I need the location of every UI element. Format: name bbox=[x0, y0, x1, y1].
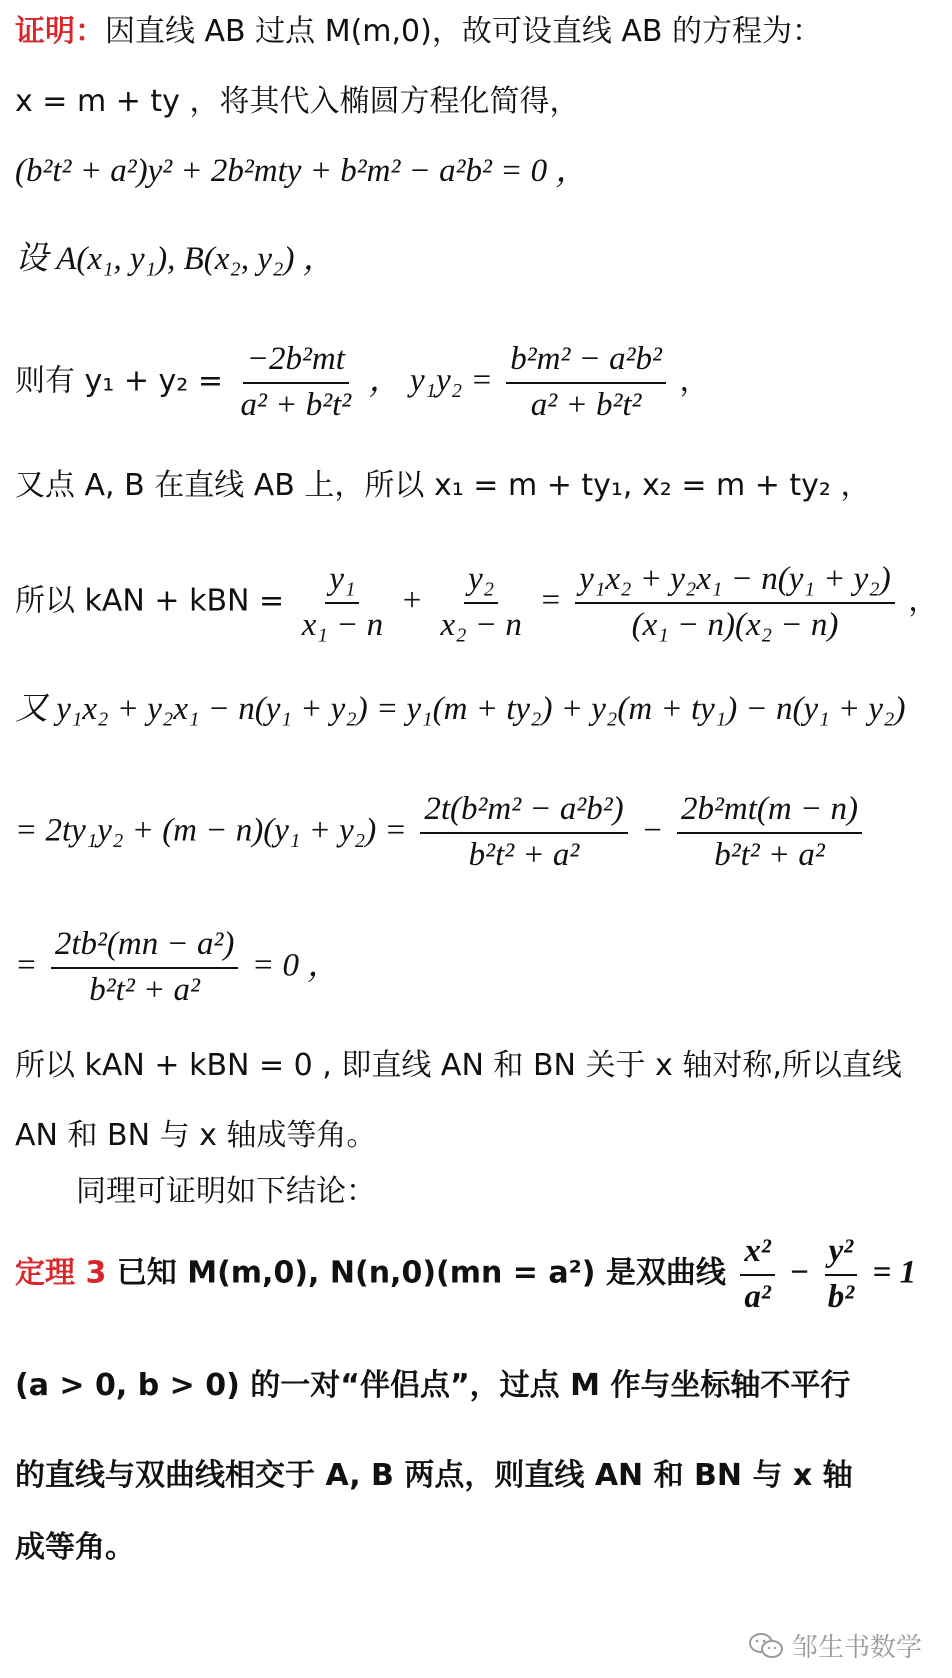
proof-line-1 bbox=[15, 14, 822, 50]
hyperbola-y-denominator: b² bbox=[827, 1278, 855, 1315]
vieta-product-denominator: a² + b²t² bbox=[530, 386, 642, 423]
expansion-fraction-2 bbox=[677, 790, 862, 875]
theorem-text-4: 成等角。 bbox=[15, 1530, 135, 1565]
line-substitution: x = m + ty ，将其代入椭圆方程化简得， bbox=[15, 84, 580, 119]
numerator-expansion: 又 y₁x₂ + y₂x₁ − n(y₁ + y₂) = y₁(m + ty₂) + y₂(m + ty₁) − n(y₁ + y₂) bbox=[15, 691, 906, 727]
theorem-line-2 bbox=[15, 1368, 850, 1404]
watermark-text: 邹生书数学 bbox=[791, 1633, 922, 1663]
quadratic-equation: (b²t² + a²)y² + 2b²mty + b²m² − a²b² = 0 ， bbox=[15, 153, 589, 189]
proof-label: 证明： bbox=[15, 14, 105, 49]
plus-sign: + bbox=[400, 582, 423, 619]
similarly-proven: 同理可证明如下结论： bbox=[76, 1174, 376, 1209]
slope-sum-end: ， bbox=[908, 583, 939, 619]
result-fraction bbox=[51, 925, 239, 1010]
result-end: = 0 ， bbox=[251, 947, 341, 984]
hyperbola-term-y bbox=[824, 1232, 858, 1317]
proof-line-6 bbox=[15, 468, 871, 504]
proof-line-7 bbox=[15, 560, 938, 645]
points-definition: 设 A(x₁, y₁), B(x₂, y₂) ， bbox=[15, 241, 336, 277]
proof-line-11 bbox=[15, 1048, 902, 1084]
hyperbola-minus: − bbox=[789, 1254, 810, 1291]
wechat-icon bbox=[748, 1632, 784, 1660]
hyperbola-y-numerator: y² bbox=[825, 1232, 858, 1276]
slope-fraction-2 bbox=[436, 560, 525, 645]
minus-sign: − bbox=[641, 812, 664, 849]
expansion-2-numerator: 2b²mt(m − n) bbox=[677, 790, 862, 834]
combined-numerator: y₁x₂ + y₂x₁ − n(y₁ + y₂) bbox=[575, 560, 895, 604]
expansion-prefix: = 2ty₁y₂ + (m − n)(y₁ + y₂) = bbox=[15, 812, 407, 849]
theorem-prefix: 已知 M(m,0), N(n,0)(mn = a²) 是双曲线 bbox=[116, 1255, 726, 1291]
slope-2-denominator: x₂ − n bbox=[440, 606, 522, 643]
hyperbola-x-numerator: x² bbox=[740, 1232, 774, 1276]
result-prefix: = bbox=[15, 947, 38, 984]
slope-2-numerator: y₂ bbox=[464, 560, 498, 604]
expansion-fraction-1 bbox=[420, 790, 627, 875]
points-on-line: 又点 A, B 在直线 AB 上，所以 x₁ = m + ty₁, x₂ = m + ty₂ ， bbox=[15, 468, 871, 503]
expansion-2-denominator: b²t² + a² bbox=[714, 836, 825, 873]
vieta-product-fraction bbox=[506, 340, 666, 425]
expansion-1-denominator: b²t² + a² bbox=[468, 836, 580, 873]
vieta-sum-numerator: −2b²mt bbox=[243, 340, 349, 384]
vieta-prefix: 则有 y₁ + y₂ = bbox=[15, 363, 223, 399]
slope-1-denominator: x₁ − n bbox=[301, 606, 384, 643]
watermark bbox=[748, 1627, 922, 1664]
conclusion-1: 所以 kAN + kBN = 0 , 即直线 AN 和 BN 关于 x 轴对称,所以直线 bbox=[15, 1048, 902, 1083]
theorem-line-4 bbox=[15, 1530, 135, 1566]
proof-line-3 bbox=[15, 152, 588, 192]
proof-line-8 bbox=[15, 690, 906, 730]
result-denominator: b²t² + a² bbox=[89, 971, 200, 1008]
slope-1-numerator: y₁ bbox=[325, 560, 359, 604]
proof-line-4 bbox=[15, 240, 336, 280]
equals-sign: = bbox=[539, 582, 562, 619]
proof-line-10 bbox=[15, 925, 340, 1010]
combined-fraction bbox=[575, 560, 895, 645]
proof-text-1: 因直线 AB 过点 M(m,0)，故可设直线 AB 的方程为： bbox=[105, 14, 823, 49]
proof-line-5 bbox=[15, 340, 710, 425]
combined-denominator: (x₁ − n)(x₂ − n) bbox=[631, 606, 839, 643]
proof-line-13 bbox=[76, 1174, 376, 1210]
result-numerator: 2tb²(mn − a²) bbox=[51, 925, 239, 969]
theorem-line-1 bbox=[15, 1232, 916, 1317]
vieta-sum-denominator: a² + b²t² bbox=[240, 386, 352, 423]
vieta-product-prefix: ， y₁y₂ = bbox=[368, 362, 493, 399]
theorem-label: 定理 3 bbox=[15, 1255, 107, 1291]
expansion-1-numerator: 2t(b²m² − a²b²) bbox=[420, 790, 627, 834]
proof-line-12 bbox=[15, 1118, 376, 1154]
theorem-text-2: (a > 0, b > 0) 的一对“伴侣点”，过点 M 作与坐标轴不平行 bbox=[15, 1368, 851, 1403]
vieta-product-numerator: b²m² − a²b² bbox=[506, 340, 666, 384]
theorem-line-3 bbox=[15, 1458, 853, 1494]
slope-fraction-1 bbox=[298, 560, 387, 645]
hyperbola-term-x bbox=[740, 1232, 774, 1317]
vieta-sum-fraction bbox=[237, 340, 356, 425]
conclusion-2: AN 和 BN 与 x 轴成等角。 bbox=[15, 1118, 377, 1153]
theorem-text-3: 的直线与双曲线相交于 A, B 两点，则直线 AN 和 BN 与 x 轴 bbox=[15, 1458, 853, 1493]
vieta-end: ， bbox=[679, 363, 710, 399]
proof-line-9 bbox=[15, 790, 866, 875]
hyperbola-x-denominator: a² bbox=[744, 1278, 771, 1315]
proof-line-2 bbox=[15, 84, 579, 120]
slope-sum-prefix: 所以 kAN + kBN = bbox=[15, 583, 285, 619]
hyperbola-equals-one: = 1 bbox=[872, 1254, 917, 1291]
